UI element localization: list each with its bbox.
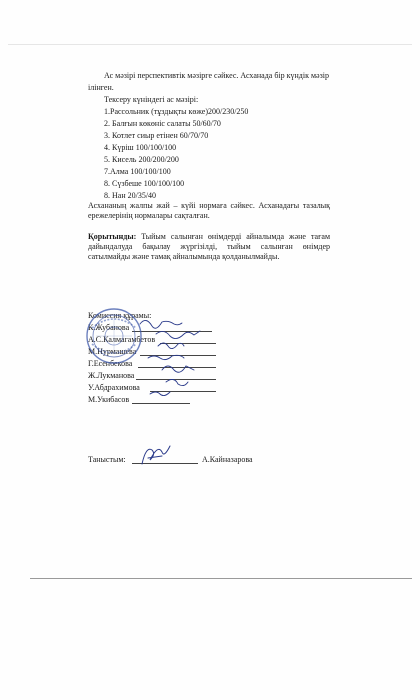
handwritten-signatures: [128, 314, 228, 410]
menu-item: 8. Нан 20/35/40: [104, 191, 157, 200]
conclusion-paragraph: [88, 232, 330, 262]
acquainted-name: А.Кайназарова: [202, 455, 253, 464]
conclusion-label: Қорытынды:: [88, 232, 137, 241]
commission-member: Ж.Лукманова: [88, 371, 135, 380]
menu-item: 2. Балғын көкөніс салаты 50/60/70: [104, 119, 221, 128]
commission-heading: Комиссия құрамы:: [88, 311, 152, 320]
menu-item: 5. Кисель 200/200/200: [104, 155, 179, 164]
menu-item: 7.Алма 100/100/100: [104, 167, 171, 176]
commission-member: А.С.Калмагамбетов: [88, 335, 156, 344]
commission-member: К.Жубанова: [88, 323, 130, 332]
menu-item: 1.Рассольник (тұздықты көже)200/230/250: [104, 107, 249, 116]
commission-member: Г.Есенбекова: [88, 359, 133, 368]
menu-item: 3. Котлет сиыр етінен 60/70/70: [104, 131, 209, 140]
conclusion-text: Тыйым салынған өнімдерді айналымда және тағам дайындалуда бақылау жүргізілді, тыйым салынған өнімдер сатылмайды және тамақ айналымында қолданылмайды.: [88, 232, 331, 261]
menu-item: 4. Күріш 100/100/100: [104, 143, 177, 152]
page-bottom-edge: [30, 578, 412, 579]
menu-heading: Тексеру күніндегі ас мәзірі:: [104, 95, 199, 104]
page-top-edge: [8, 44, 412, 45]
general-condition-paragraph: Асхананың жалпы жай – күйі нормаға сәйкес. Асханадағы тазалық ережелерінің нормалары сақталған.: [88, 201, 330, 220]
intro-line-2: ілінген.: [88, 83, 114, 92]
commission-member: М.Укибасов: [88, 395, 130, 404]
intro-line-1: Ас мәзірі перспективтік мәзірге сәйкес. Асханада бір күндік мәзір: [104, 71, 329, 80]
menu-item: 8. Сүзбеше 100/100/100: [104, 179, 185, 188]
commission-member: У.Абдрахимова: [88, 383, 140, 392]
acquainted-label: Таныстым:: [88, 455, 126, 464]
acquainted-signature: [136, 440, 176, 470]
commission-member: М.Нурмашева: [88, 347, 137, 356]
